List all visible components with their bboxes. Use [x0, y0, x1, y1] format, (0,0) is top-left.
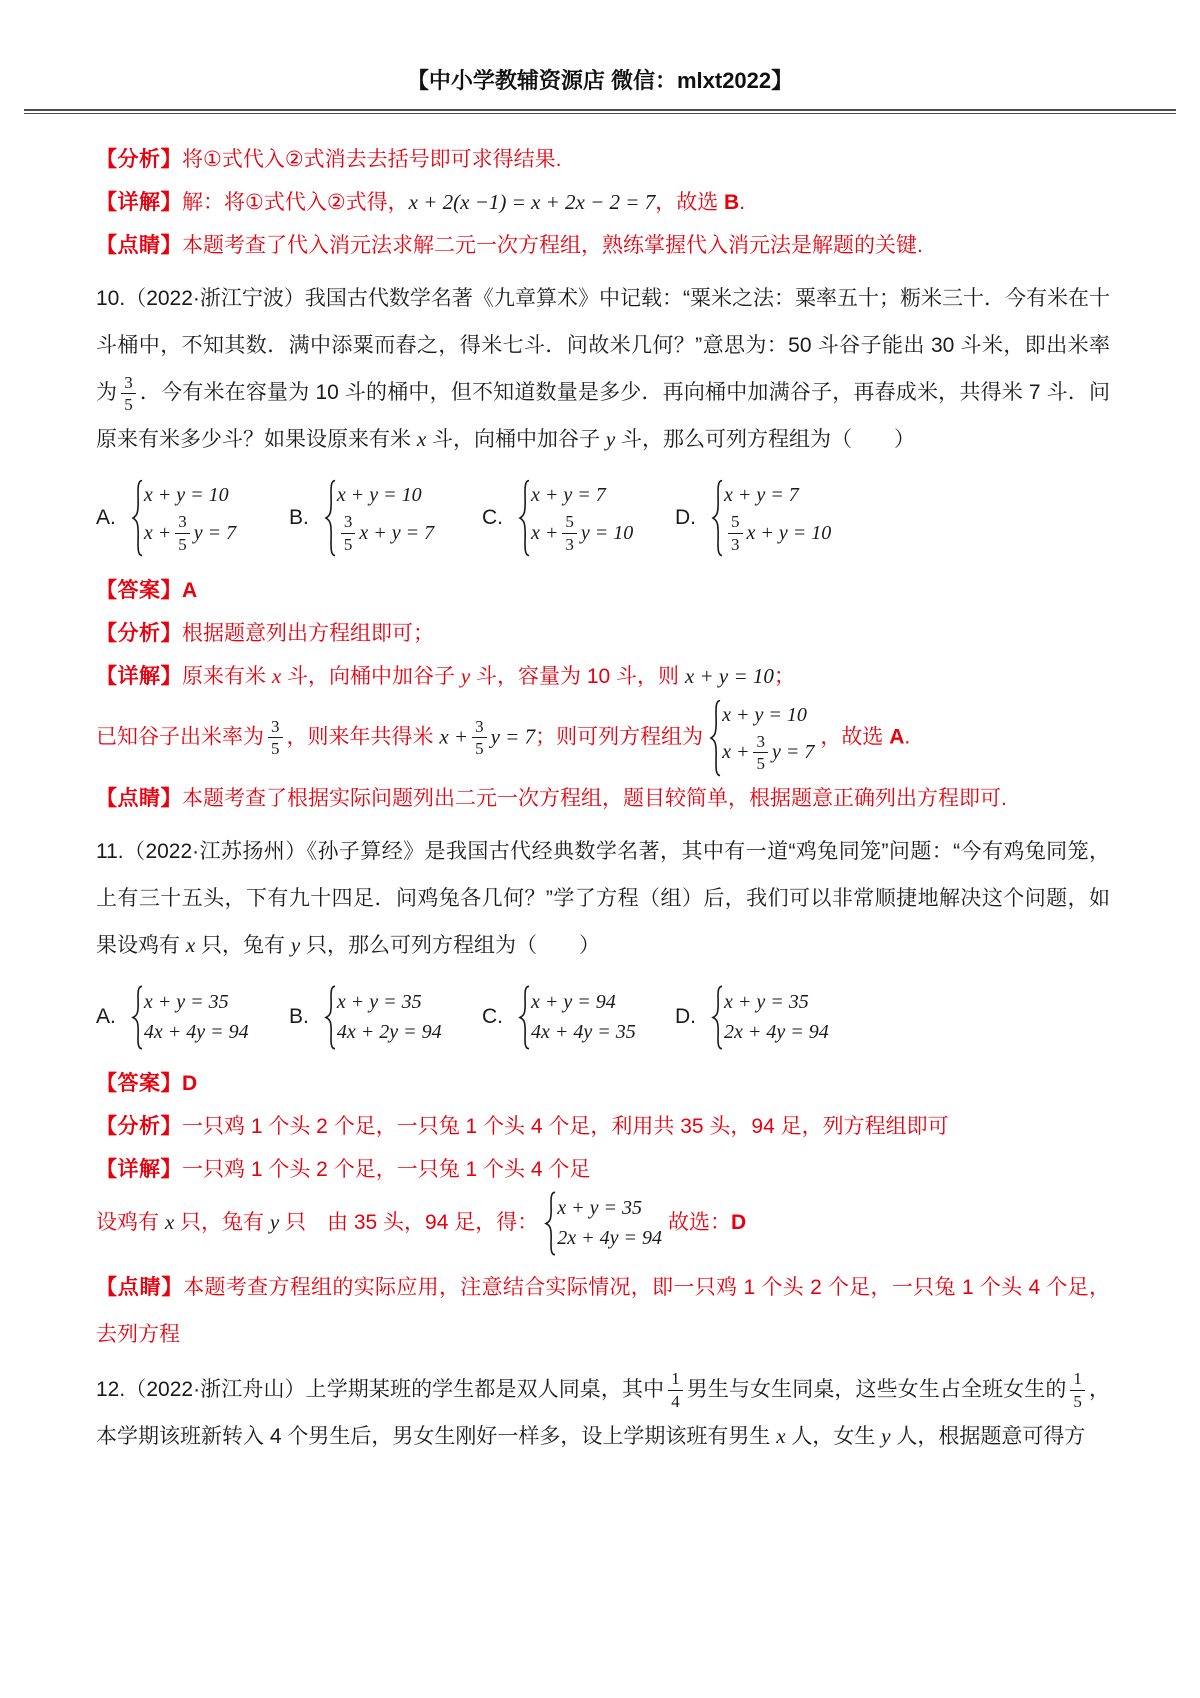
math-run: y — [290, 932, 301, 957]
q9-remark — [96, 224, 1110, 267]
equation-row — [724, 482, 831, 509]
math-run: 4x + 2y = 94 — [336, 1020, 442, 1043]
answer-letter: D — [730, 1210, 747, 1234]
left-brace-icon — [711, 985, 724, 1050]
equation-system — [544, 1191, 662, 1256]
text-run: 斗，容量为 10 斗，则 — [470, 665, 685, 689]
equation-row — [531, 512, 633, 554]
text-run: ，故选 — [655, 191, 725, 215]
q12-stem — [96, 1366, 1110, 1460]
equation-system — [518, 479, 633, 557]
fraction: $\frac{5}{3}$ — [562, 512, 577, 554]
q11-answer — [96, 1062, 1110, 1105]
math-run: x + y = 94 — [531, 990, 616, 1013]
equation-row — [557, 1195, 662, 1222]
equation-system — [131, 479, 236, 557]
equation-system — [131, 985, 249, 1050]
option-label: B. — [289, 506, 309, 530]
math-run: x + y = 35 — [336, 990, 422, 1013]
math-run: x — [164, 1209, 175, 1234]
math-run: x + — [531, 521, 559, 544]
text-run: 只，那么可列方程组为（ ） — [300, 933, 601, 957]
fraction: $\frac{3}{5}$ — [341, 512, 356, 554]
math-run: x + y = 10 — [746, 521, 832, 544]
math-run: x + y = 7 — [724, 484, 799, 507]
text-run: 10.（2022·浙江宁波）我国古代数学名著《九章算术》中记载：“粟米之法：粟率五十；粝米三十．今有米在十斗桶中，不知其数．满中添粟而舂之，得米七斗．问故米几何？”意思为：50 斗谷子能出 30 斗米，即出米率为 — [96, 287, 1110, 405]
equation-row — [724, 1019, 829, 1046]
section-label: 【点睛】 — [96, 1275, 184, 1299]
option-C — [482, 479, 675, 557]
option-label: C. — [482, 506, 503, 530]
text-run: 只 由 35 头，94 足，得： — [279, 1210, 539, 1234]
equation-row — [144, 1019, 249, 1046]
text-run: 原来有米 — [182, 665, 272, 689]
math-run: x + y = 35 — [724, 990, 809, 1013]
math-run: 4x + 4y = 35 — [531, 1020, 636, 1043]
math-run: x + — [439, 724, 469, 749]
fraction: $\frac{1}{4}$ — [668, 1369, 683, 1411]
math-run: x + y = 7 — [531, 484, 606, 507]
section-label: 【答案】 — [96, 1071, 182, 1095]
text-run: 11.（2022·江苏扬州）《孙子算经》是我国古代经典数学名著，其中有一道“鸡兔同笼”问题：“今有鸡兔同笼，上有三十五头，下有九十四足．问鸡兔各几何？”学了方程（组）后，我们可以非常顺捷地解决这个问题，如果设鸡有 — [96, 839, 1110, 957]
option-label: A. — [96, 506, 116, 530]
equation-row — [337, 989, 442, 1016]
text-run: 将①式代入②式消去去括号即可求得结果. — [182, 148, 562, 171]
answer-letter: B — [724, 191, 740, 215]
option-label: D. — [675, 1005, 696, 1029]
text-run: . — [739, 191, 746, 215]
math-run: x + y = 10 — [143, 484, 229, 507]
section-label: 【点睛】 — [96, 786, 182, 810]
fraction: $\frac{3}{5}$ — [121, 373, 136, 415]
equation-row — [722, 702, 814, 729]
text-run: 男生与女生同桌，这些女生占全班女生的 — [686, 1377, 1067, 1401]
math-run: y = 10 — [580, 521, 634, 544]
text-run: 本题考查了代入消元法求解二元一次方程组，熟练掌握代入消元法是解题的关键. — [182, 234, 923, 258]
left-brace-icon — [131, 985, 144, 1050]
left-brace-icon — [131, 479, 144, 557]
math-run: 4x + 4y = 94 — [143, 1020, 249, 1043]
q11-detail — [96, 1148, 1110, 1191]
equation-row — [531, 1019, 636, 1046]
q10-detail — [96, 655, 1110, 698]
math-run: x — [185, 932, 196, 957]
equation-row — [722, 732, 814, 774]
left-brace-icon — [544, 1191, 557, 1256]
text-run: 根据题意列出方程组即可； — [182, 622, 434, 646]
equation-row — [144, 512, 236, 554]
q10-stem — [96, 275, 1110, 463]
math-run: y = 7 — [490, 724, 536, 749]
option-D — [675, 479, 868, 557]
q11-stem — [96, 828, 1110, 969]
text-run: 人，根据题意可得方 — [890, 1424, 1086, 1448]
header-title: 【中小学教辅资源店 微信：mlxt2022】 — [406, 68, 794, 93]
equation-row — [724, 512, 831, 554]
text-run: . — [904, 725, 911, 749]
fraction: $\frac{5}{3}$ — [728, 512, 743, 554]
text-run: 斗，向桶中加谷子 — [281, 665, 461, 689]
q9-detail — [96, 181, 1110, 224]
option-A — [96, 985, 289, 1050]
math-run: x + — [722, 741, 750, 764]
q11-detail2 — [96, 1191, 1110, 1256]
section-label: 【分析】 — [96, 148, 182, 171]
section-label: 【详解】 — [96, 191, 182, 215]
page-header — [0, 0, 1200, 95]
text-run: ；则可列方程组为 — [535, 725, 704, 749]
answer-letter: D — [182, 1071, 198, 1095]
text-run: 一只鸡 1 个头 2 个足，一只兔 1 个头 4 个足，利用共 35 头，94 足，列方程组即可 — [182, 1114, 949, 1138]
answer-letter: A — [889, 725, 905, 749]
option-label: C. — [482, 1005, 503, 1029]
q10-answer — [96, 569, 1110, 612]
text-run: 设鸡有 — [96, 1210, 165, 1234]
option-C — [482, 985, 675, 1050]
left-brace-icon — [711, 479, 724, 557]
q11-options — [96, 985, 1110, 1050]
left-brace-icon — [709, 699, 722, 777]
math-run: x + 2(x −1) = x + 2x − 2 = 7 — [408, 190, 656, 215]
math-run: y — [269, 1209, 280, 1234]
document-body — [0, 114, 1200, 1460]
q10-detail2 — [96, 699, 1110, 777]
equation-row — [144, 989, 249, 1016]
text-run: ，本学期该班新转入 4 个男生后，男女生刚好一样多，设上学期该班有男生 — [96, 1377, 1111, 1448]
text-run: 斗，那么可列方程组为（ ） — [615, 428, 916, 452]
equation-system — [709, 699, 814, 777]
math-run: x — [271, 664, 282, 689]
equation-row — [337, 1019, 442, 1046]
left-brace-icon — [324, 479, 337, 557]
text-run: 12.（2022·浙江舟山）上学期某班的学生都是双人同桌，其中 — [96, 1377, 665, 1401]
fraction: $\frac{3}{5}$ — [753, 732, 768, 774]
math-run: 2x + 4y = 94 — [557, 1226, 662, 1249]
equation-row — [337, 512, 434, 554]
equation-row — [531, 989, 636, 1016]
math-run: x + y = 35 — [143, 990, 229, 1013]
math-run: x + y = 35 — [557, 1196, 642, 1219]
q11-analysis — [96, 1105, 1110, 1148]
equation-row — [144, 482, 236, 509]
left-brace-icon — [518, 479, 531, 557]
math-run: x + y = 10 — [684, 664, 774, 689]
equation-row — [724, 989, 829, 1016]
q10-options — [96, 479, 1110, 557]
equation-system — [324, 479, 434, 557]
option-B — [289, 479, 482, 557]
text-run: 人，女生 — [785, 1424, 882, 1448]
math-run: y — [881, 1423, 891, 1448]
option-label: A. — [96, 1005, 116, 1029]
fraction: $\frac{3}{5}$ — [472, 717, 487, 759]
math-run: x — [416, 427, 427, 452]
fraction: $\frac{3}{5}$ — [175, 512, 190, 554]
text-run: ．今有米在容量为 10 斗的桶中，但不知道数量是多少．再向桶中加满谷子，再舂成米，共得米 7 斗．问原来有米多少斗？如果设原来有米 — [96, 381, 1111, 452]
q9-analysis — [96, 138, 1110, 181]
section-label: 【详解】 — [96, 1157, 182, 1181]
left-brace-icon — [518, 985, 531, 1050]
fraction: $\frac{1}{5}$ — [1070, 1369, 1085, 1411]
equation-system — [324, 985, 442, 1050]
text-run: 已知谷子出米率为 — [96, 725, 264, 749]
equation-row — [337, 482, 434, 509]
math-run: x — [776, 1423, 786, 1448]
q11-remark — [96, 1264, 1110, 1358]
math-run: y = 7 — [771, 741, 815, 764]
math-run: y — [605, 427, 616, 452]
answer-letter: A — [182, 579, 198, 603]
text-run: 解：将①式代入②式得， — [182, 191, 409, 215]
section-label: 【点睛】 — [96, 234, 182, 258]
option-label: B. — [289, 1005, 309, 1029]
option-D — [675, 985, 868, 1050]
option-label: D. — [675, 506, 696, 530]
option-B — [289, 985, 482, 1050]
equation-system — [711, 985, 829, 1050]
equation-row — [557, 1225, 662, 1252]
text-run: ，则来年共得米 — [286, 725, 440, 749]
text-run: 只，兔有 — [174, 1210, 270, 1234]
left-brace-icon — [324, 985, 337, 1050]
math-run: x + y = 7 — [359, 521, 435, 544]
section-label: 【分析】 — [96, 622, 182, 646]
equation-system — [711, 479, 831, 557]
math-run: x + y = 10 — [722, 703, 807, 726]
text-run: 本题考查了根据实际问题列出二元一次方程组，题目较简单，根据题意正确列出方程即可. — [182, 786, 1007, 810]
fraction: $\frac{3}{5}$ — [268, 717, 283, 759]
text-run: 只，兔有 — [195, 933, 291, 957]
math-run: 2x + 4y = 94 — [724, 1020, 829, 1043]
section-label: 【分析】 — [96, 1114, 182, 1138]
math-run: x + y = 10 — [336, 484, 422, 507]
text-run: 本题考查方程组的实际应用，注意结合实际情况，即一只鸡 1 个头 2 个足，一只兔 1 个头 4 个足，去列方程 — [96, 1275, 1110, 1346]
math-run: y = 7 — [193, 521, 237, 544]
text-run: ； — [773, 665, 795, 689]
q10-analysis — [96, 612, 1110, 655]
math-run: y — [460, 664, 471, 689]
equation-system — [518, 985, 636, 1050]
text-run: 一只鸡 1 个头 2 个足，一只兔 1 个头 4 个足 — [182, 1157, 591, 1181]
section-label: 【答案】 — [96, 579, 182, 603]
math-run: x + — [143, 521, 172, 544]
text-run: ，故选 — [820, 725, 890, 749]
option-A — [96, 479, 289, 557]
section-label: 【详解】 — [96, 665, 182, 689]
text-run: 故选： — [667, 1210, 731, 1234]
equation-row — [531, 482, 633, 509]
q10-remark — [96, 777, 1110, 820]
text-run: 斗，向桶中加谷子 — [426, 428, 606, 452]
